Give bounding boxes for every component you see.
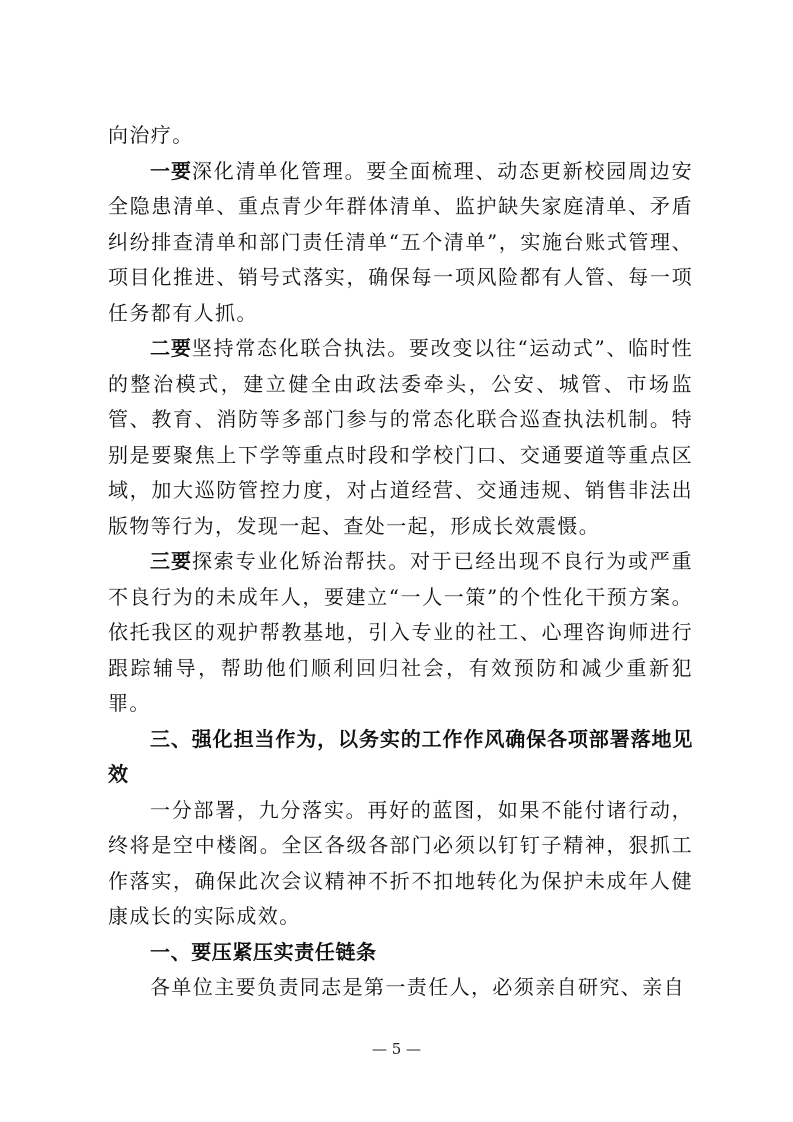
paragraph-text: 向治疗。 (108, 123, 194, 147)
section-heading (108, 722, 693, 793)
page-number: — 5 — (371, 1040, 422, 1058)
paragraph-body (108, 793, 693, 935)
paragraph-point-two (108, 331, 693, 544)
paragraph-lead: 一要 (150, 158, 192, 183)
document-body (108, 118, 693, 1006)
paragraph-point-three (108, 544, 693, 722)
paragraph-point-one (108, 154, 693, 332)
section-heading-text: 三、强化担当作为，以务实的工作作风确保各项部署落地见效 (108, 726, 693, 786)
paragraph-text: 坚持常态化联合执法。要改变以往“运动式”、临时性的整治模式，建立健全由政法委牵头，公安、城管、市场监管、教育、消防等多部门参与的常态化联合巡查执法机制。特别是要聚焦上下学等重点时段和学校门口、交通要道等重点区域，加大巡防管控力度，对占道经营、交通违规、销售非法出版物等行为，发现一起、查处一起，形成长效震慑。 (108, 336, 693, 538)
paragraph-lead: 三要 (150, 549, 192, 573)
paragraph-text: 各单位主要负责同志是第一责任人，必须亲自研究、亲自 (150, 975, 685, 999)
paragraph-text: 探索专业化矫治帮扶。对于已经出现不良行为或严重不良行为的未成年人，要建立“一人一策”的个性化干预方案。依托我区的观护帮教基地，引入专业的社工、心理咨询师进行跟踪辅导，帮助他们顺利回归社会，有效预防和减少重新犯罪。 (108, 549, 693, 715)
paragraph-text: 深化清单化管理。要全面梳理、动态更新校园周边安全隐患清单、重点青少年群体清单、监护缺失家庭清单、矛盾纠纷排查清单和部门责任清单“五个清单”，实施台账式管理、项目化推进、销号式落实，确保每一项风险都有人管、每一项任务都有人抓。 (108, 158, 693, 325)
paragraph-continuation (108, 118, 693, 154)
paragraph-body (108, 970, 693, 1006)
paragraph-lead: 二要 (150, 336, 192, 360)
paragraph-text: 一分部署，九分落实。再好的蓝图，如果不能付诸行动，终将是空中楼阁。全区各级各部门必须以钉钉子精神，狠抓工作落实，确保此次会议精神不折不扣地转化为保护未成年人健康成长的实际成效。 (108, 797, 693, 928)
subsection-heading-text: 一、要压紧压实责任链条 (150, 939, 377, 964)
subsection-heading (108, 935, 693, 971)
